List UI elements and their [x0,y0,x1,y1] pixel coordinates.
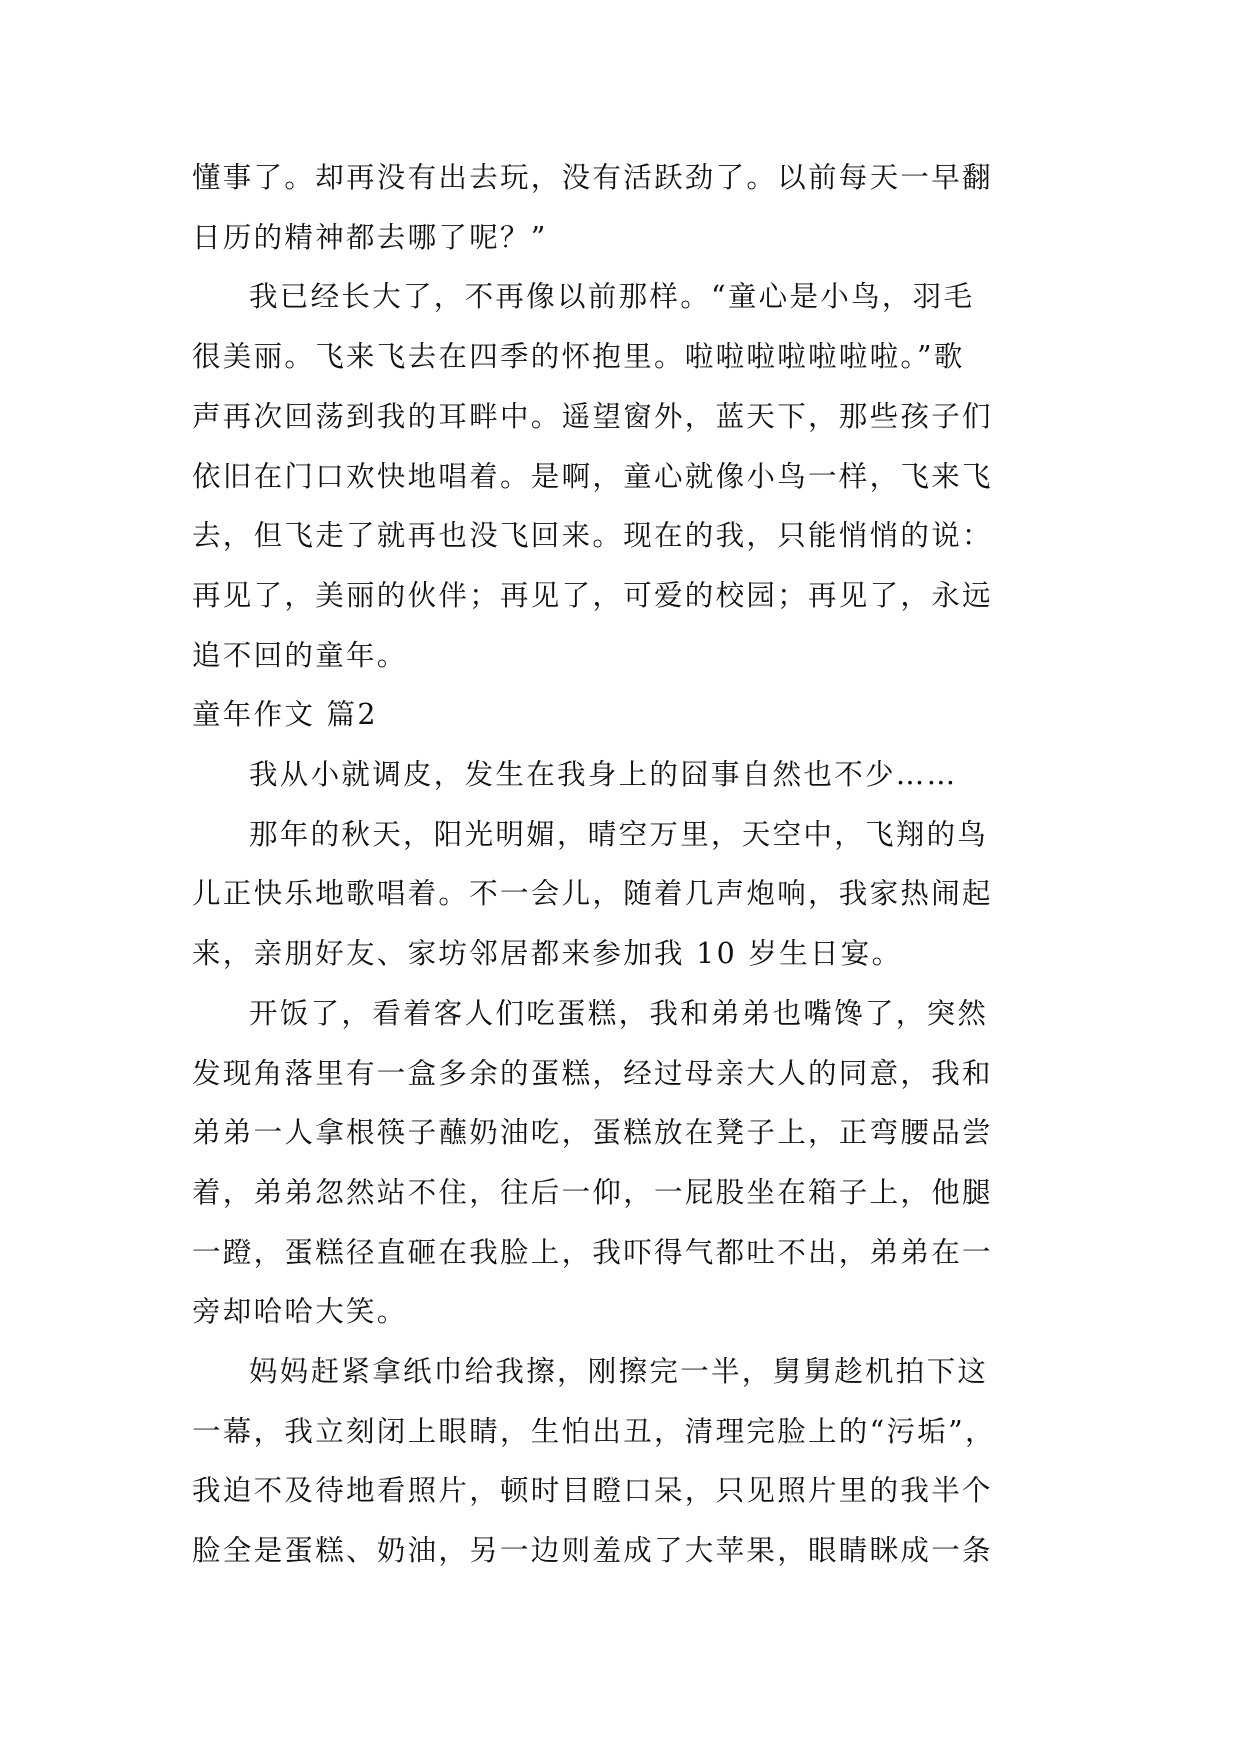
text-line: 追不回的童年。 [192,638,408,672]
text-line: 来，亲朋好友、家坊邻居都来参加我 10 岁生日宴。 [192,937,903,971]
text-line: 我已经长大了，不再像以前那样。“童心是小鸟，羽毛 [249,280,975,314]
paragraph-continuation [192,148,1054,267]
text-line: 脸全是蛋糕、奶油，另一边则羞成了大苹果，眼睛眯成一条 [192,1534,993,1568]
text-line: 一幕，我立刻闭上眼睛，生怕出丑，清理完脸上的“污垢”， [192,1414,996,1448]
text-line: 日历的精神都去哪了呢？” [192,220,548,254]
text-line: 弟弟一人拿根筷子蘸奶油吃，蛋糕放在凳子上，正弯腰品尝 [192,1116,993,1150]
paragraph [192,745,1054,805]
paragraph [192,1342,1054,1581]
section-title: 童年作文 篇2 [192,698,378,732]
text-line: 懂事了。却再没有出去玩，没有活跃劲了。以前每天一早翻 [192,161,993,194]
text-line: 儿正快乐地歌唱着。不一会儿，随着几声炮响，我家热闹起 [192,877,993,911]
paragraph [192,984,1054,1342]
text-line: 发现角落里有一盒多余的蛋糕，经过母亲大人的同意，我和 [192,1056,993,1090]
paragraph [192,267,1054,685]
text-line: 依旧在门口欢快地唱着。是啊，童心就像小鸟一样，飞来飞 [192,459,993,493]
text-line: 妈妈赶紧拿纸巾给我擦，刚擦完一半，舅舅趁机拍下这 [249,1355,989,1389]
text-line: 很美丽。飞来飞去在四季的怀抱里。啦啦啦啦啦啦啦。”歌 [192,340,965,374]
text-line: 一蹬，蛋糕径直砸在我脸上，我吓得气都吐不出，弟弟在一 [192,1235,993,1269]
paragraph [192,805,1054,984]
text-line: 再见了，美丽的伙伴；再见了，可爱的校园；再见了，永远 [192,578,993,612]
text-line: 我迫不及待地看照片，顿时目瞪口呆，只见照片里的我半个 [192,1474,993,1508]
text-line: 旁却哈哈大笑。 [192,1295,408,1329]
text-line: 声再次回荡到我的耳畔中。遥望窗外，蓝天下，那些孩子们 [192,399,993,433]
text-line: 去，但飞走了就再也没飞回来。现在的我，只能悄悄的说： [192,519,993,553]
document-page [192,148,1054,1581]
text-line: 那年的秋天，阳光明媚，晴空万里，天空中，飞翔的鸟 [249,817,989,851]
text-line: 开饭了，看着客人们吃蛋糕，我和弟弟也嘴馋了，突然 [249,996,989,1030]
text-line: 着，弟弟忽然站不住，往后一仰，一屁股坐在箱子上，他腿 [192,1175,993,1209]
text-line: 我从小就调皮，发生在我身上的囧事自然也不少…… [249,758,958,792]
